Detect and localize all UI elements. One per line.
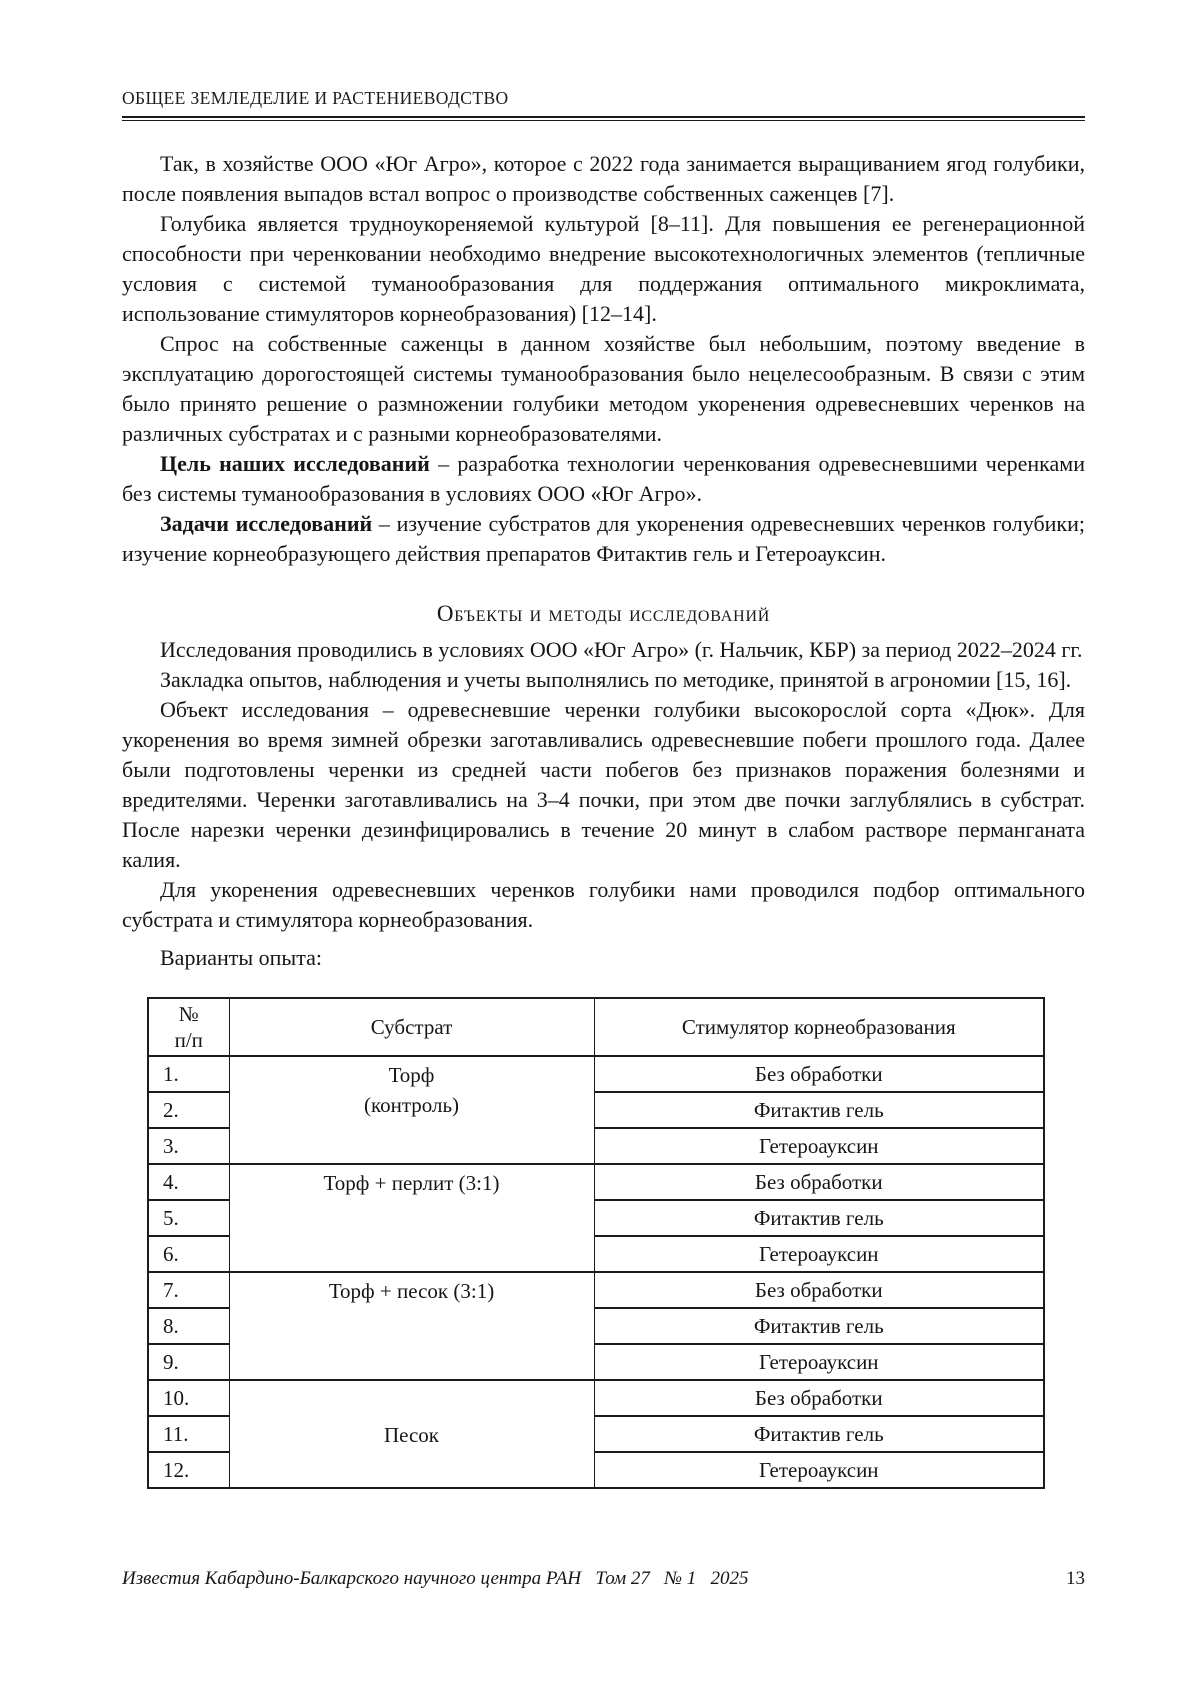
cell-stimulator: Без обработки xyxy=(594,1272,1044,1308)
running-head-divider xyxy=(122,116,1085,121)
table-row xyxy=(148,1380,1044,1416)
cell-stimulator: Фитактив гель xyxy=(594,1092,1044,1128)
table-row xyxy=(148,1164,1044,1200)
running-head xyxy=(122,88,1085,121)
goal-rest: – разработка технологии черенкования одревесневшими черенками без системы туманообразования в условиях ООО «Юг Агро». xyxy=(122,451,1085,506)
cell-stimulator: Гетероауксин xyxy=(594,1344,1044,1380)
tasks-lead: Задачи исследований xyxy=(160,511,373,536)
table-caption: Варианты опыта: xyxy=(160,945,322,970)
table-row xyxy=(148,1272,1044,1308)
table-header-row xyxy=(148,998,1044,1056)
header-number-top: № xyxy=(178,1002,199,1026)
cell-number: 1. xyxy=(148,1056,229,1092)
cell-stimulator: Без обработки xyxy=(594,1380,1044,1416)
section-heading: Объекты и методы исследований xyxy=(436,601,771,626)
paragraph: Так, в хозяйстве ООО «Юг Агро», которое с 2022 года занимается выращиванием ягод голубики, после появления выпадов встал вопрос о производстве собственных саженцев [7]. xyxy=(122,151,1085,206)
cell-number: 3. xyxy=(148,1128,229,1164)
cell-substrate: Торф + перлит (3:1) xyxy=(229,1164,594,1272)
paragraph-tasks xyxy=(122,509,1085,569)
cell-substrate: Торф + песок (3:1) xyxy=(229,1272,594,1380)
cell-number: 11. xyxy=(148,1416,229,1452)
table-row xyxy=(148,1056,1044,1092)
running-head-text: ОБЩЕЕ ЗЕМЛЕДЕЛИЕ И РАСТЕНИЕВОДСТВО xyxy=(122,88,509,108)
cell-stimulator: Без обработки xyxy=(594,1164,1044,1200)
paragraph-goal xyxy=(122,449,1085,509)
paragraph: Голубика является трудноукореняемой культурой [8–11]. Для повышения ее регенерационной способности при черенковании необходимо внедрение высокотехнологичных элементов (тепличные условия с системой туманообразования для поддержания оптимального микроклимата, использование стимуляторов корнеобразования) [12–14]. xyxy=(122,211,1085,326)
footer-page-number: 13 xyxy=(1066,1568,1085,1589)
footer-journal-title: Известия Кабардино-Балкарского научного центра РАН Том 27 № 1 2025 xyxy=(122,1568,749,1589)
header-number-bottom: п/п xyxy=(174,1028,203,1052)
cell-stimulator: Фитактив гель xyxy=(594,1416,1044,1452)
header-cell-stimulator: Стимулятор корнеобразования xyxy=(594,998,1044,1056)
cell-number: 5. xyxy=(148,1200,229,1236)
cell-number: 9. xyxy=(148,1344,229,1380)
cell-stimulator: Гетероауксин xyxy=(594,1452,1044,1488)
cell-number: 7. xyxy=(148,1272,229,1308)
cell-stimulator: Без обработки xyxy=(594,1056,1044,1092)
cell-stimulator: Гетероауксин xyxy=(594,1236,1044,1272)
paragraph: Объект исследования – одревесневшие черенки голубики высокорослой сорта «Дюк». Для укоренения во время зимней обрезки заготавливались одревесневшие побеги прошлого года. Далее были подготовлены черенки из средней части побегов без признаков поражения болезнями и вредителями. Черенки заготавливались на 3–4 почки, при этом две почки заглублялись в субстрат. После нарезки черенки дезинфицировались в течение 20 минут в слабом растворе перманганата калия. xyxy=(122,697,1085,872)
cell-number: 10. xyxy=(148,1380,229,1416)
experiment-variants-table xyxy=(147,997,1045,1489)
cell-stimulator: Фитактив гель xyxy=(594,1308,1044,1344)
cell-stimulator: Гетероауксин xyxy=(594,1128,1044,1164)
paragraph: Для укоренения одревесневших черенков голубики нами проводился подбор оптимального субстрата и стимулятора корнеобразования. xyxy=(122,877,1085,932)
article-body xyxy=(122,149,1085,1489)
goal-lead: Цель наших исследований xyxy=(160,451,430,476)
tasks-rest: – изучение субстратов для укоренения одревесневших черенков голубики; изучение корнеобразующего действия препаратов Фитактив гель и Гетероауксин. xyxy=(122,511,1085,566)
cell-substrate: Торф (контроль) xyxy=(229,1056,594,1164)
page-footer xyxy=(122,1568,1085,1590)
cell-number: 12. xyxy=(148,1452,229,1488)
cell-number: 8. xyxy=(148,1308,229,1344)
header-cell-substrate: Субстрат xyxy=(229,998,594,1056)
header-cell-number xyxy=(148,998,229,1056)
cell-number: 4. xyxy=(148,1164,229,1200)
paragraph: Исследования проводились в условиях ООО «Юг Агро» (г. Нальчик, КБР) за период 2022–2024 гг. xyxy=(160,637,1083,662)
cell-number: 6. xyxy=(148,1236,229,1272)
paragraph: Спрос на собственные саженцы в данном хозяйстве был небольшим, поэтому введение в эксплуатацию дорогостоящей системы туманообразования было нецелесообразным. В связи с этим было принято решение о размножении голубики методом укоренения одревесневших черенков на различных субстратах и с разными корнеобразователями. xyxy=(122,331,1085,446)
cell-substrate: Песок xyxy=(229,1380,594,1488)
paragraph: Закладка опытов, наблюдения и учеты выполнялись по методике, принятой в агрономии [15, 16]. xyxy=(160,667,1072,692)
cell-number: 2. xyxy=(148,1092,229,1128)
cell-stimulator: Фитактив гель xyxy=(594,1200,1044,1236)
